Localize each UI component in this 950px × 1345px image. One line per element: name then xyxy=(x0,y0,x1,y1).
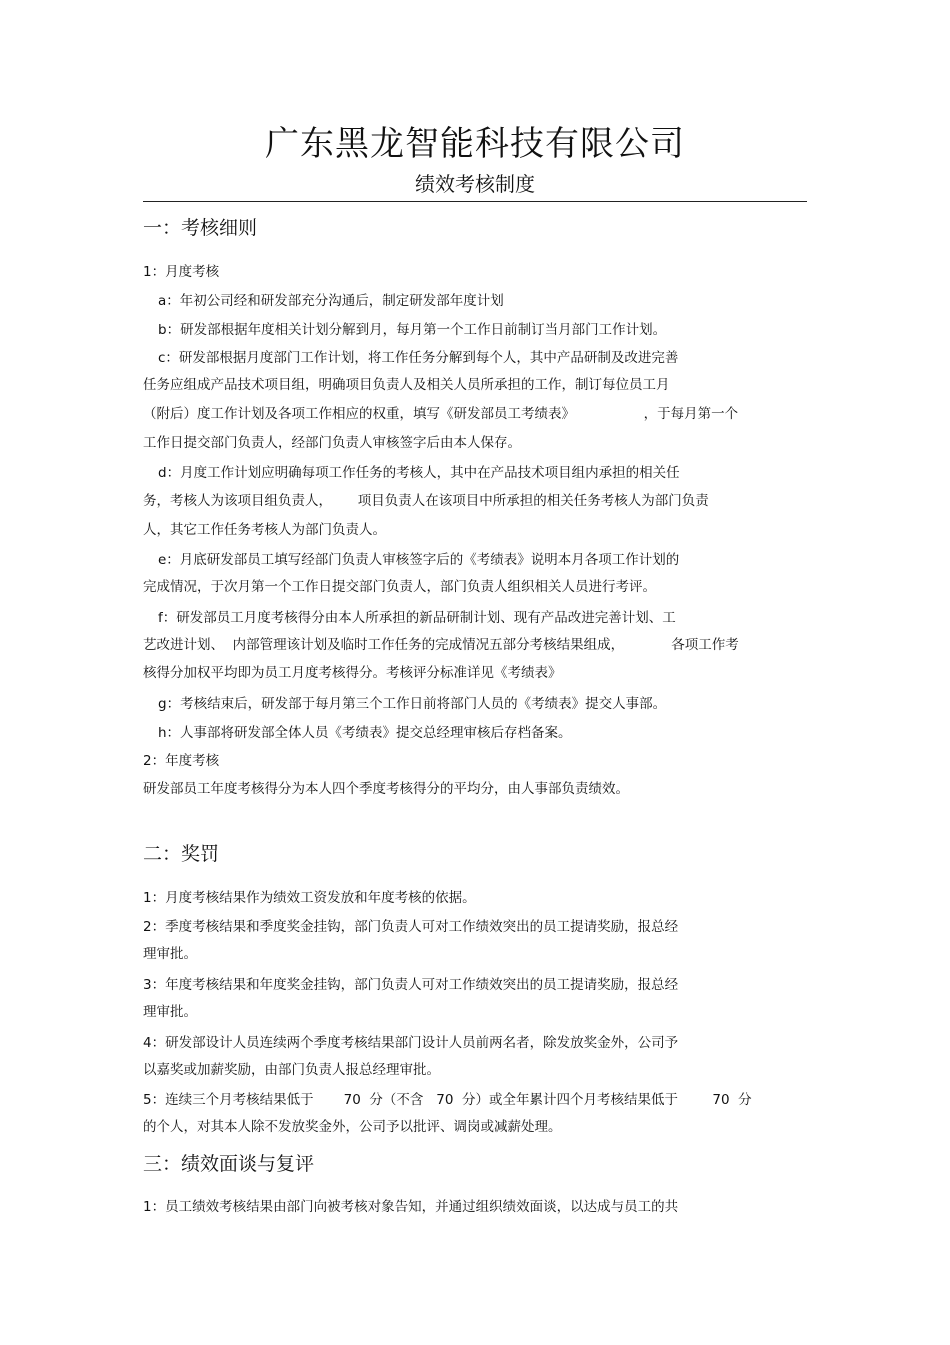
text-line: a：年初公司经和研发部充分沟通后，制定研发部年度计划 xyxy=(158,293,504,309)
text-line: 完成情况，于次月第一个工作日提交部门负责人，部门负责人组织相关人员进行考评。 xyxy=(143,579,656,595)
text-line: 理审批。 xyxy=(143,946,197,962)
text-line: e：月底研发部员工填写经部门负责人审核签字后的《考绩表》说明本月各项工作计划的 xyxy=(158,552,680,568)
text-line: 务，考核人为该项目组负责人， 项目负责人在该项目中所承担的相关任务考核人为部门负责 xyxy=(143,493,709,509)
text-line: g：考核结束后，研发部于每月第三个工作日前将部门人员的《考绩表》提交人事部。 xyxy=(158,696,667,712)
section-heading-assessment-rules: 一：考核细则 xyxy=(143,217,258,239)
text-line: 2：季度考核结果和季度奖金挂钩，部门负责人可对工作绩效突出的员工提请奖励，报总经 xyxy=(143,919,679,935)
text-line: 的个人，对其本人除不发放奖金外，公司予以批评、调岗或减薪处理。 xyxy=(143,1119,562,1135)
text-line: （附后）度工作计划及各项工作相应的权重，填写《研发部员工考绩表》 ，于每月第一个 xyxy=(143,406,739,422)
section-heading-rewards-penalties: 二：奖罚 xyxy=(143,843,220,865)
text-line: 4：研发部设计人员连续两个季度考核结果部门设计人员前两名者，除发放奖金外，公司予 xyxy=(143,1035,679,1051)
title-divider xyxy=(143,201,807,202)
text-line: 研发部员工年度考核得分为本人四个季度考核得分的平均分，由人事部负责绩效。 xyxy=(143,781,629,797)
document-subtitle: 绩效考核制度 xyxy=(415,172,535,196)
text-line: 工作日提交部门负责人，经部门负责人审核签字后由本人保存。 xyxy=(143,435,521,451)
text-line: 任务应组成产品技术项目组，明确项目负责人及相关人员所承担的工作，制订每位员工月 xyxy=(143,377,670,393)
text-line: c：研发部根据月度部门工作计划，将工作任务分解到每个人，其中产品研制及改进完善 xyxy=(158,350,679,366)
text-line: 以嘉奖或加薪奖励，由部门负责人报总经理审批。 xyxy=(143,1062,440,1078)
text-line: 1：月度考核 xyxy=(143,264,220,280)
text-line: b：研发部根据年度相关计划分解到月，每月第一个工作日前制订当月部门工作计划。 xyxy=(158,322,667,338)
text-line: 理审批。 xyxy=(143,1004,197,1020)
text-line: d：月度工作计划应明确每项工作任务的考核人，其中在产品技术项目组内承担的相关任 xyxy=(158,465,680,481)
text-line: h：人事部将研发部全体人员《考绩表》提交总经理审核后存档备案。 xyxy=(158,725,572,741)
text-line: f：研发部员工月度考核得分由本人所承担的新品研制计划、现有产品改进完善计划、工 xyxy=(158,610,676,626)
text-line: 1：员工绩效考核结果由部门向被考核对象告知，并通过组织绩效面谈，以达成与员工的共 xyxy=(143,1199,679,1215)
company-title: 广东黑龙智能科技有限公司 xyxy=(265,124,685,164)
text-line: 2：年度考核 xyxy=(143,753,220,769)
section-heading-performance-review: 三：绩效面谈与复评 xyxy=(143,1153,315,1175)
text-line: 1：月度考核结果作为绩效工资发放和年度考核的依据。 xyxy=(143,890,476,906)
text-line: 3：年度考核结果和年度奖金挂钩，部门负责人可对工作绩效突出的员工提请奖励，报总经 xyxy=(143,977,679,993)
text-line: 人，其它工作任务考核人为部门负责人。 xyxy=(143,522,386,538)
text-line: 艺改进计划、 内部管理该计划及临时工作任务的完成情况五部分考核结果组成， 各项工作考 xyxy=(143,637,739,653)
text-line: 5：连续三个月考核结果低于 70 分（不含 70 分）或全年累计四个月考核结果低于 70 分 xyxy=(143,1092,752,1108)
text-line: 核得分加权平均即为员工月度考核得分。考核评分标准详见《考绩表》 xyxy=(143,665,562,681)
